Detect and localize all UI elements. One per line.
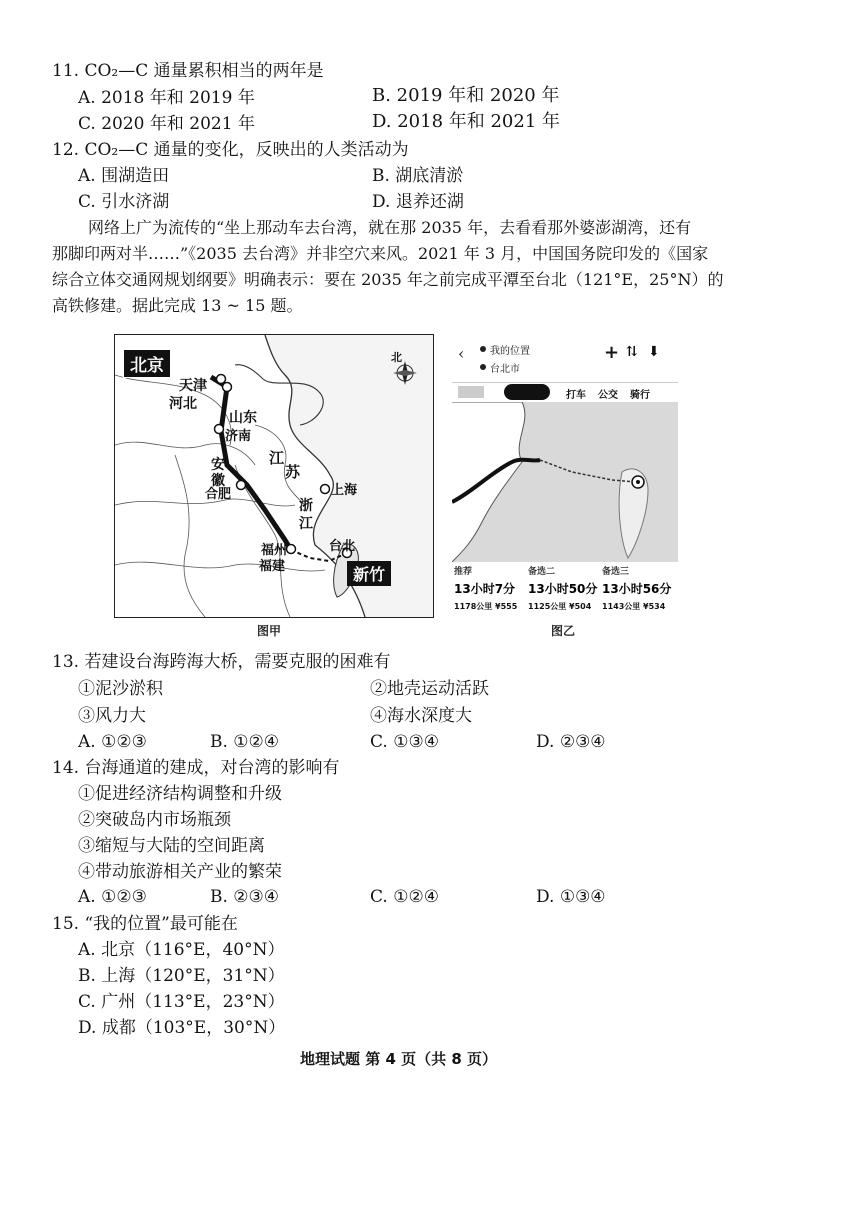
swap-icon[interactable]: ⇅ xyxy=(626,344,638,360)
my-location-text[interactable]: 我的位置 xyxy=(490,346,530,357)
route-1-label: 推荐 xyxy=(454,567,473,577)
label-shanghai: 上海 xyxy=(331,483,358,498)
q11-option-c: C. 2020 年和 2021 年 xyxy=(78,114,255,134)
label-jiang: 江 xyxy=(269,449,285,467)
q13-item-3: ③风力大 xyxy=(78,706,146,726)
q13-item-4: ④海水深度大 xyxy=(370,706,472,726)
destination-dot-icon xyxy=(480,364,486,370)
label-zhejiang: 浙江 xyxy=(299,498,313,532)
q12-option-a: A. 围湖造田 xyxy=(78,166,170,186)
route-search-panel xyxy=(452,334,678,382)
q12-option-c: C. 引水济湖 xyxy=(78,192,170,212)
label-taibei: 台北 xyxy=(329,539,356,554)
q13-stem: 13. 若建设台海跨海大桥，需要克服的困难有 xyxy=(52,652,391,672)
label-xinzhu: 新竹 xyxy=(347,561,391,586)
route-1-info: 1178公里 ¥555 xyxy=(454,602,518,611)
map-b-caption: 图乙 xyxy=(551,624,576,638)
route-3-time: 13小时56分 xyxy=(602,582,672,596)
q11-option-d: D. 2018 年和 2021 年 xyxy=(372,111,561,132)
q14-option-d: D. ①③④ xyxy=(536,887,606,907)
q13-option-b: B. ①②④ xyxy=(210,732,280,752)
label-shandong: 山东 xyxy=(229,410,257,426)
passage-line-1: 网络上广为流传的“坐上那动车去台湾，就在那 2035 年，去看看那外婆澎湖湾，还有 xyxy=(88,218,692,237)
q14-option-a: A. ①②③ xyxy=(78,887,147,907)
q13-option-d: D. ②③④ xyxy=(536,732,606,752)
q15-stem: 15. “我的位置”最可能在 xyxy=(52,914,238,934)
label-anhui: 安徽 xyxy=(211,457,225,489)
q15-option-a: A. 北京（116°E，40°N） xyxy=(78,940,285,960)
q15-option-d: D. 成都（103°E，30°N） xyxy=(78,1018,286,1038)
map-b xyxy=(452,334,678,620)
origin-dot-icon xyxy=(480,346,486,352)
tab-taxi[interactable]: 打车 xyxy=(566,390,586,401)
q14-item-2: ②突破岛内市场瓶颈 xyxy=(78,810,231,830)
q14-stem: 14. 台海通道的建成，对台湾的影响有 xyxy=(52,758,340,778)
q14-option-b: B. ②③④ xyxy=(210,887,280,907)
label-su: 苏 xyxy=(285,463,301,481)
page-footer: 地理试题 第 4 页（共 8 页） xyxy=(300,1050,497,1068)
q13-option-c: C. ①③④ xyxy=(370,732,439,752)
q13-item-1: ①泥沙淤积 xyxy=(78,679,163,699)
q13-item-2: ②地壳运动活跃 xyxy=(370,679,489,699)
q15-option-b: B. 上海（120°E，31°N） xyxy=(78,966,285,986)
route-2-info: 1125公里 ¥504 xyxy=(528,602,592,611)
label-fujian: 福建 xyxy=(259,559,286,574)
q11-stem: 11. CO₂—C 通量累积相当的两年是 xyxy=(52,61,324,81)
voice-icon[interactable]: ⬇ xyxy=(648,344,660,360)
map-a xyxy=(114,334,434,618)
q13-option-a: A. ①②③ xyxy=(78,732,147,752)
label-tianjin: 天津 xyxy=(179,378,207,394)
route-option-1[interactable] xyxy=(454,564,526,612)
tab-recent[interactable] xyxy=(458,386,484,398)
q14-option-c: C. ①②④ xyxy=(370,887,439,907)
route-2-time: 13小时50分 xyxy=(528,582,598,596)
label-jinan: 济南 xyxy=(225,429,252,444)
q12-stem: 12. CO₂—C 通量的变化，反映出的人类活动为 xyxy=(52,140,409,160)
add-stop-icon[interactable]: + xyxy=(604,342,620,363)
passage-line-4: 高铁修建。据此完成 13 ~ 15 题。 xyxy=(52,296,303,315)
back-icon[interactable]: ‹ xyxy=(458,344,465,363)
tab-driving[interactable] xyxy=(504,384,550,400)
destination-text[interactable]: 台北市 xyxy=(490,364,520,375)
route-map[interactable] xyxy=(452,402,678,562)
label-hebei: 河北 xyxy=(169,396,197,412)
route-option-2[interactable] xyxy=(528,564,600,612)
label-north: 北 xyxy=(391,351,402,364)
route-3-info: 1143公里 ¥534 xyxy=(602,602,666,611)
mode-tabs xyxy=(452,382,678,403)
q12-option-d: D. 退养还湖 xyxy=(372,192,464,212)
q11-option-a: A. 2018 年和 2019 年 xyxy=(78,88,255,108)
label-hefei: 合肥 xyxy=(205,487,232,502)
q14-item-3: ③缩短与大陆的空间距离 xyxy=(78,836,265,856)
q11-option-b: B. 2019 年和 2020 年 xyxy=(372,85,560,106)
route-3-label: 备选三 xyxy=(602,567,630,577)
passage-line-3: 综合立体交通网规划纲要》明确表示：要在 2035 年之前完成平潭至台北（121°E，25°N）的 xyxy=(52,270,724,289)
route-2-label: 备选二 xyxy=(528,567,556,577)
route-1-time: 13小时7分 xyxy=(454,582,516,596)
label-fuzhou: 福州 xyxy=(261,543,288,558)
q14-item-1: ①促进经济结构调整和升级 xyxy=(78,784,282,804)
passage-line-2: 那脚印两对半……”《2035 去台湾》并非空穴来风。2021 年 3 月，中国国务院印发的《国家 xyxy=(52,244,709,263)
tab-bus[interactable]: 公交 xyxy=(598,390,618,401)
q15-option-c: C. 广州（113°E，23°N） xyxy=(78,992,285,1012)
q12-option-b: B. 湖底清淤 xyxy=(372,166,464,186)
route-option-3[interactable] xyxy=(602,564,676,612)
q14-item-4: ④带动旅游相关产业的繁荣 xyxy=(78,862,282,882)
map-a-caption: 图甲 xyxy=(257,624,282,638)
route-options xyxy=(452,562,678,620)
label-beijing: 北京 xyxy=(123,349,171,378)
tab-bike[interactable]: 骑行 xyxy=(630,390,650,401)
